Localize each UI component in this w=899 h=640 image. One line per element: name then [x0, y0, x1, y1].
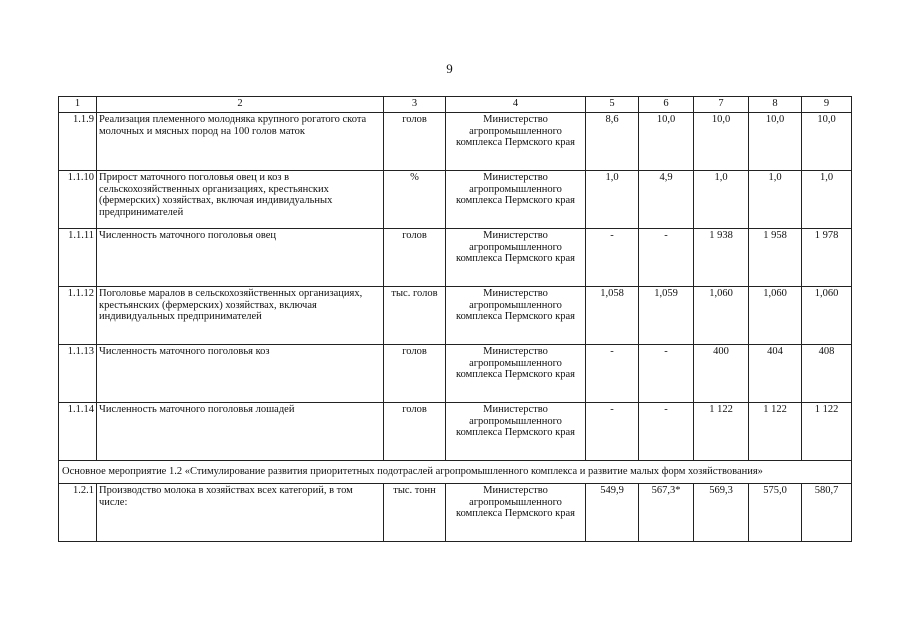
responsible-org: Министерство агропромышленного комплекса Пермского края: [446, 171, 586, 229]
value-cell: 575,0: [749, 484, 802, 542]
row-number: 1.1.13: [59, 345, 97, 403]
value-cell: 580,7: [802, 484, 852, 542]
value-cell: 1,060: [694, 287, 749, 345]
indicator-name: Численность маточного поголовья лошадей: [97, 403, 384, 461]
value-cell: 1,0: [694, 171, 749, 229]
value-cell: 1,0: [802, 171, 852, 229]
row-number: 1.2.1: [59, 484, 97, 542]
unit: голов: [384, 403, 446, 461]
value-cell: 549,9: [586, 484, 639, 542]
column-numbers-row: [59, 97, 852, 113]
value-cell: 1 122: [749, 403, 802, 461]
value-cell: 1 978: [802, 229, 852, 287]
indicator-name: Производство молока в хозяйствах всех категорий, в том числе:: [97, 484, 384, 542]
header-cell: 5: [586, 97, 639, 113]
indicator-name: Численность маточного поголовья овец: [97, 229, 384, 287]
indicator-name: Реализация племенного молодняка крупного рогатого скота молочных и мясных пород на 100 голов маток: [97, 113, 384, 171]
header-cell: 4: [446, 97, 586, 113]
row-number: 1.1.14: [59, 403, 97, 461]
value-cell: 10,0: [694, 113, 749, 171]
value-cell: 1,0: [749, 171, 802, 229]
section-row: [59, 461, 852, 484]
value-cell: 1,060: [749, 287, 802, 345]
value-cell: 10,0: [802, 113, 852, 171]
unit: голов: [384, 229, 446, 287]
unit: голов: [384, 345, 446, 403]
value-cell: 4,9: [639, 171, 694, 229]
unit: %: [384, 171, 446, 229]
responsible-org: Министерство агропромышленного комплекса Пермского края: [446, 403, 586, 461]
header-cell: 6: [639, 97, 694, 113]
table-row: [59, 229, 852, 287]
indicator-name: Прирост маточного поголовья овец и коз в сельскохозяйственных организациях, крестьянских (фермерских) хозяйствах, включая индивидуальных предпринимателей: [97, 171, 384, 229]
value-cell: 1,058: [586, 287, 639, 345]
header-cell: 1: [59, 97, 97, 113]
indicator-name: Численность маточного поголовья коз: [97, 345, 384, 403]
unit: голов: [384, 113, 446, 171]
value-cell: 567,3*: [639, 484, 694, 542]
value-cell: -: [586, 229, 639, 287]
row-number: 1.1.12: [59, 287, 97, 345]
table-row: [59, 403, 852, 461]
table-row: [59, 287, 852, 345]
value-cell: 1 938: [694, 229, 749, 287]
value-cell: -: [639, 403, 694, 461]
table-row: [59, 484, 852, 542]
row-number: 1.1.9: [59, 113, 97, 171]
indicator-name: Поголовье маралов в сельскохозяйственных организациях, крестьянских (фермерских) хозяйствах, включая индивидуальных предпринимателей: [97, 287, 384, 345]
page-number: 9: [446, 61, 453, 76]
table-row: [59, 171, 852, 229]
header-cell: 8: [749, 97, 802, 113]
header-cell: 7: [694, 97, 749, 113]
value-cell: 10,0: [639, 113, 694, 171]
row-number: 1.1.10: [59, 171, 97, 229]
unit: тыс. тонн: [384, 484, 446, 542]
header-cell: 9: [802, 97, 852, 113]
value-cell: 8,6: [586, 113, 639, 171]
responsible-org: Министерство агропромышленного комплекса Пермского края: [446, 287, 586, 345]
value-cell: 1 122: [802, 403, 852, 461]
row-number: 1.1.11: [59, 229, 97, 287]
indicators-table: [58, 96, 852, 542]
unit: тыс. голов: [384, 287, 446, 345]
responsible-org: Министерство агропромышленного комплекса Пермского края: [446, 229, 586, 287]
value-cell: 400: [694, 345, 749, 403]
value-cell: 1 958: [749, 229, 802, 287]
value-cell: 1,0: [586, 171, 639, 229]
header-cell: 2: [97, 97, 384, 113]
value-cell: 1,060: [802, 287, 852, 345]
responsible-org: Министерство агропромышленного комплекса Пермского края: [446, 113, 586, 171]
value-cell: -: [639, 229, 694, 287]
value-cell: -: [586, 403, 639, 461]
value-cell: 408: [802, 345, 852, 403]
value-cell: 404: [749, 345, 802, 403]
value-cell: 10,0: [749, 113, 802, 171]
table-row: [59, 345, 852, 403]
section-title: Основное мероприятие 1.2 «Стимулирование развития приоритетных подотраслей агропромышленного комплекса и развитие малых форм хозяйствования»: [59, 461, 852, 484]
responsible-org: Министерство агропромышленного комплекса Пермского края: [446, 484, 586, 542]
value-cell: 1,059: [639, 287, 694, 345]
value-cell: -: [586, 345, 639, 403]
table-row: [59, 113, 852, 171]
value-cell: 1 122: [694, 403, 749, 461]
value-cell: 569,3: [694, 484, 749, 542]
value-cell: -: [639, 345, 694, 403]
responsible-org: Министерство агропромышленного комплекса Пермского края: [446, 345, 586, 403]
header-cell: 3: [384, 97, 446, 113]
